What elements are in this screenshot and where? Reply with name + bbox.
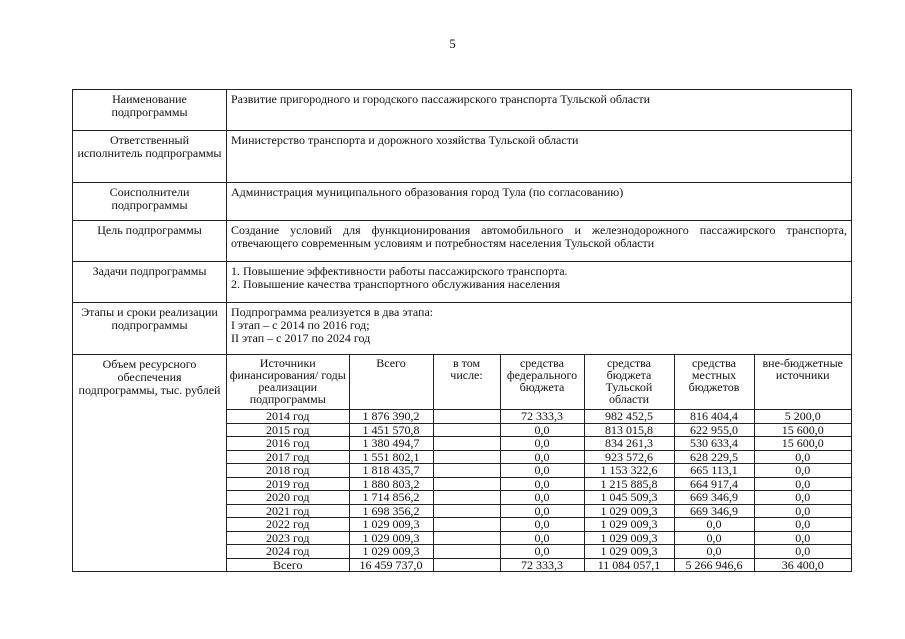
finance-row bbox=[227, 477, 851, 491]
row-label: Наименование подпрограммы bbox=[73, 90, 227, 131]
finance-cell-value: 2024 год bbox=[227, 545, 349, 559]
finance-cell-value: 0,0 bbox=[754, 531, 851, 545]
finance-cell-value: 0,0 bbox=[500, 545, 584, 559]
header-cell: средства бюджета Тульской области bbox=[584, 355, 674, 410]
passport-row-name bbox=[73, 90, 852, 131]
header-cell: Всего bbox=[349, 355, 433, 410]
finance-cell-value bbox=[433, 410, 500, 424]
finance-row bbox=[227, 423, 851, 437]
finance-cell-value: 2020 год bbox=[227, 491, 349, 505]
finance-cell-value: 2023 год bbox=[227, 531, 349, 545]
finance-cell-value: 0,0 bbox=[500, 464, 584, 478]
finance-row bbox=[227, 518, 851, 532]
header-cell: средства местных бюджетов bbox=[674, 355, 754, 410]
finance-cell-value: 813 015,8 bbox=[584, 423, 674, 437]
finance-cell-value: 0,0 bbox=[500, 531, 584, 545]
finance-cell-value: 2022 год bbox=[227, 518, 349, 532]
finance-cell-value: 628 229,5 bbox=[674, 450, 754, 464]
finance-cell-value: 622 955,0 bbox=[674, 423, 754, 437]
finance-cell-value: Всего bbox=[227, 558, 349, 571]
row-value: Администрация муниципального образования город Тула (по согласованию) bbox=[227, 183, 852, 221]
row-value: Министерство транспорта и дорожного хозяйства Тульской области bbox=[227, 131, 852, 183]
finance-cell-value: 1 698 356,2 bbox=[349, 504, 433, 518]
finance-cell-value: 982 452,5 bbox=[584, 410, 674, 424]
finance-cell-value: 0,0 bbox=[754, 491, 851, 505]
finance-cell-value: 2017 год bbox=[227, 450, 349, 464]
finance-cell-value: 16 459 737,0 bbox=[349, 558, 433, 571]
finance-cell-value bbox=[433, 491, 500, 505]
finance-row bbox=[227, 504, 851, 518]
finance-cell-value: 72 333,3 bbox=[500, 558, 584, 571]
row-value bbox=[227, 262, 852, 303]
row-value: Создание условий для функционирования автомобильного и железнодорожного пассажирского транспорта, отвечающего современным условиям и потребностям населения Тульской области bbox=[227, 221, 852, 262]
finance-cell-value: 1 818 435,7 bbox=[349, 464, 433, 478]
page-number: 5 bbox=[449, 36, 456, 51]
finance-cell-value: 530 633,4 bbox=[674, 437, 754, 451]
finance-cell-value: 2019 год bbox=[227, 477, 349, 491]
finance-cell-value: 2016 год bbox=[227, 437, 349, 451]
finance-cell-value: 0,0 bbox=[674, 531, 754, 545]
stage-line: I этап – с 2014 по 2016 год; bbox=[231, 318, 370, 332]
finance-cell-value: 1 451 570,8 bbox=[349, 423, 433, 437]
finance-cell-value: 1 876 390,2 bbox=[349, 410, 433, 424]
finance-row bbox=[227, 545, 851, 559]
row-label: Задачи подпрограммы bbox=[73, 262, 227, 303]
finance-cell-value bbox=[433, 477, 500, 491]
finance-cell-value: 0,0 bbox=[500, 491, 584, 505]
finance-row bbox=[227, 437, 851, 451]
finance-cell-value bbox=[433, 464, 500, 478]
row-value bbox=[227, 303, 852, 355]
finance-cell-value bbox=[433, 423, 500, 437]
finance-cell-value bbox=[433, 558, 500, 571]
finance-cell-value: 816 404,4 bbox=[674, 410, 754, 424]
row-label: Объем ресурсного обеспечения подпрограммы, тыс. рублей bbox=[73, 355, 227, 572]
finance-cell-value: 0,0 bbox=[754, 450, 851, 464]
finance-row bbox=[227, 464, 851, 478]
header-cell: Источники финансирования/ годы реализации подпрограммы bbox=[227, 355, 349, 410]
finance-cell-value bbox=[433, 504, 500, 518]
row-label: Цель подпрограммы bbox=[73, 221, 227, 262]
finance-cell-value bbox=[433, 437, 500, 451]
finance-cell-value: 0,0 bbox=[754, 464, 851, 478]
finance-cell-value bbox=[433, 531, 500, 545]
finance-cell-value: 1 551 802,1 bbox=[349, 450, 433, 464]
row-label: Ответственный исполнитель подпрограммы bbox=[73, 131, 227, 183]
finance-table bbox=[227, 355, 851, 571]
stage-line: Подпрограмма реализуется в два этапа: bbox=[231, 305, 434, 319]
finance-header-row bbox=[227, 355, 851, 410]
finance-cell-value: 15 600,0 bbox=[754, 423, 851, 437]
subprogram-passport-table bbox=[72, 89, 852, 572]
passport-row-coexecutors bbox=[73, 183, 852, 221]
finance-cell-value: 11 084 057,1 bbox=[584, 558, 674, 571]
finance-row bbox=[227, 450, 851, 464]
finance-row bbox=[227, 531, 851, 545]
row-label: Этапы и сроки реализации подпрограммы bbox=[73, 303, 227, 355]
finance-cell-value: 0,0 bbox=[754, 504, 851, 518]
finance-cell-value: 0,0 bbox=[500, 450, 584, 464]
finance-cell-value: 1 215 885,8 bbox=[584, 477, 674, 491]
header-cell: средства федерального бюджета bbox=[500, 355, 584, 410]
finance-cell-value: 1 029 009,3 bbox=[349, 518, 433, 532]
finance-cell-value: 923 572,6 bbox=[584, 450, 674, 464]
finance-cell-value: 1 380 494,7 bbox=[349, 437, 433, 451]
finance-cell-value: 2018 год bbox=[227, 464, 349, 478]
finance-cell-value: 1 029 009,3 bbox=[349, 545, 433, 559]
finance-cell-value: 36 400,0 bbox=[754, 558, 851, 571]
finance-row bbox=[227, 558, 851, 571]
finance-cell-value: 1 029 009,3 bbox=[584, 545, 674, 559]
finance-row bbox=[227, 491, 851, 505]
passport-row-finance bbox=[73, 355, 852, 572]
finance-cell-value: 1 045 509,3 bbox=[584, 491, 674, 505]
finance-cell-value: 2014 год bbox=[227, 410, 349, 424]
finance-cell-value: 1 029 009,3 bbox=[584, 504, 674, 518]
finance-cell-value: 72 333,3 bbox=[500, 410, 584, 424]
finance-cell-value: 0,0 bbox=[500, 437, 584, 451]
finance-cell-value: 1 029 009,3 bbox=[584, 518, 674, 532]
stage-line: II этап – с 2017 по 2024 год bbox=[231, 331, 371, 345]
finance-cell-value: 669 346,9 bbox=[674, 491, 754, 505]
finance-cell-value: 0,0 bbox=[754, 477, 851, 491]
finance-cell-value bbox=[433, 450, 500, 464]
finance-table-body bbox=[227, 410, 851, 572]
passport-row-stages bbox=[73, 303, 852, 355]
finance-cell-value: 15 600,0 bbox=[754, 437, 851, 451]
task-line: 1. Повышение эффективности работы пассажирского транспорта. bbox=[231, 264, 568, 278]
finance-cell-value: 2015 год bbox=[227, 423, 349, 437]
finance-cell-value: 2021 год bbox=[227, 504, 349, 518]
header-cell: вне-бюджетные источники bbox=[754, 355, 851, 410]
finance-cell-value: 0,0 bbox=[754, 545, 851, 559]
finance-cell-value: 0,0 bbox=[754, 518, 851, 532]
finance-cell-value: 0,0 bbox=[500, 518, 584, 532]
row-value: Развитие пригородного и городского пассажирского транспорта Тульской области bbox=[227, 90, 852, 131]
passport-row-tasks bbox=[73, 262, 852, 303]
finance-row bbox=[227, 410, 851, 424]
header-cell: в том числе: bbox=[433, 355, 500, 410]
finance-cell-value: 669 346,9 bbox=[674, 504, 754, 518]
passport-row-goal bbox=[73, 221, 852, 262]
finance-cell-value: 1 029 009,3 bbox=[349, 531, 433, 545]
finance-cell-value: 665 113,1 bbox=[674, 464, 754, 478]
finance-cell-value: 1 153 322,6 bbox=[584, 464, 674, 478]
finance-cell-value: 1 029 009,3 bbox=[584, 531, 674, 545]
finance-cell-value: 0,0 bbox=[500, 504, 584, 518]
finance-cell-value bbox=[433, 518, 500, 532]
finance-cell-value bbox=[433, 545, 500, 559]
finance-cell-value: 834 261,3 bbox=[584, 437, 674, 451]
finance-cell-value: 0,0 bbox=[500, 423, 584, 437]
passport-row-executor bbox=[73, 131, 852, 183]
finance-cell-value: 5 200,0 bbox=[754, 410, 851, 424]
finance-cell-value: 1 880 803,2 bbox=[349, 477, 433, 491]
finance-cell-value: 664 917,4 bbox=[674, 477, 754, 491]
finance-cell bbox=[227, 355, 852, 572]
row-label: Соисполнители подпрограммы bbox=[73, 183, 227, 221]
finance-cell-value: 0,0 bbox=[674, 518, 754, 532]
finance-cell-value: 0,0 bbox=[674, 545, 754, 559]
finance-cell-value: 0,0 bbox=[500, 477, 584, 491]
finance-cell-value: 5 266 946,6 bbox=[674, 558, 754, 571]
finance-cell-value: 1 714 856,2 bbox=[349, 491, 433, 505]
task-line: 2. Повышение качества транспортного обслуживания населения bbox=[231, 277, 561, 291]
